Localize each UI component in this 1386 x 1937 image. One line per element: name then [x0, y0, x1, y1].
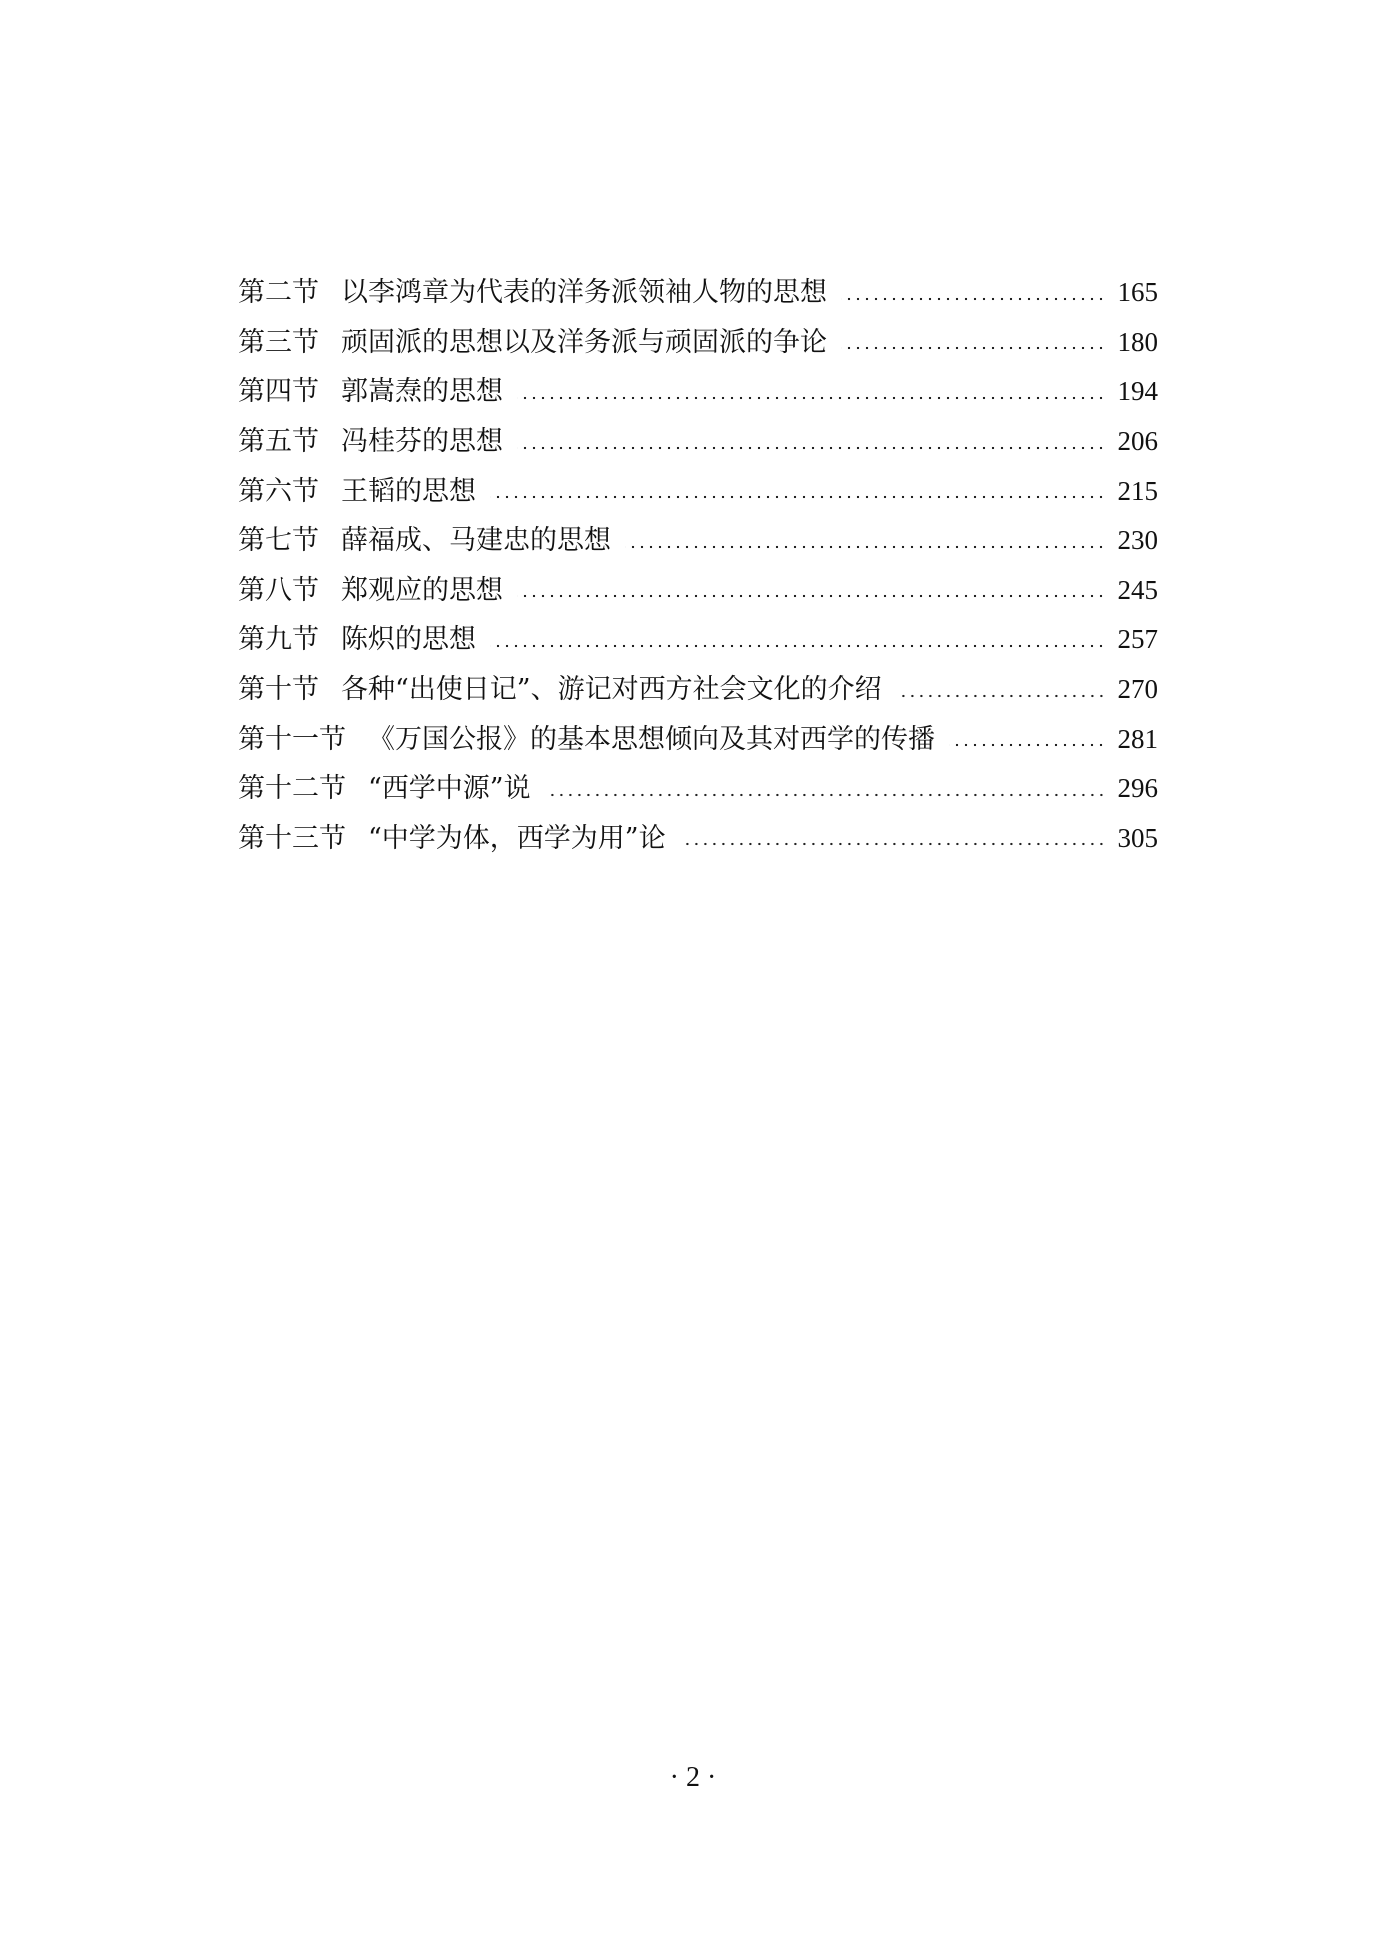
- toc-entry[interactable]: [238, 268, 1158, 318]
- section-title: 《万国公报》的基本思想倾向及其对西学的传播: [368, 723, 935, 755]
- page-number: 281: [1117, 723, 1158, 754]
- toc-entry[interactable]: [238, 714, 1158, 764]
- section-label: 第九节: [238, 624, 319, 656]
- section-label: 第六节: [238, 475, 319, 507]
- section-label: 第十一节: [238, 723, 346, 755]
- page-number: 245: [1117, 574, 1158, 605]
- dot-leader: [517, 393, 1106, 403]
- toc-entry[interactable]: [238, 318, 1158, 368]
- page-number: 296: [1117, 773, 1158, 804]
- toc-entry[interactable]: [238, 566, 1158, 616]
- dot-leader: [625, 542, 1106, 552]
- section-title: 郑观应的思想: [341, 574, 503, 606]
- page-number: 257: [1117, 624, 1158, 655]
- table-of-contents: [238, 268, 1158, 863]
- section-title: 各种“出使日记”、游记对西方社会文化的介绍: [341, 674, 882, 706]
- dot-leader: [949, 740, 1106, 750]
- toc-entry[interactable]: [238, 764, 1158, 814]
- dot-leader: [517, 591, 1106, 601]
- section-title: 冯桂芬的思想: [341, 426, 503, 458]
- section-title: 薛福成、马建忠的思想: [341, 525, 611, 557]
- section-label: 第三节: [238, 326, 319, 358]
- section-title: “中学为体，西学为用”论: [368, 822, 666, 854]
- page-number: 270: [1117, 674, 1158, 705]
- page-number: 194: [1117, 376, 1158, 407]
- dot-leader: [517, 443, 1106, 453]
- section-title: 郭嵩焘的思想: [341, 376, 503, 408]
- page-number: 206: [1117, 426, 1158, 457]
- dot-leader: [841, 294, 1106, 304]
- dot-leader: [490, 641, 1106, 651]
- toc-entry[interactable]: [238, 516, 1158, 566]
- section-label: 第七节: [238, 525, 319, 557]
- toc-entry[interactable]: [238, 367, 1158, 417]
- section-label: 第十二节: [238, 773, 346, 805]
- section-label: 第二节: [238, 277, 319, 309]
- page-number: 180: [1117, 326, 1158, 357]
- toc-entry[interactable]: [238, 466, 1158, 516]
- section-label: 第八节: [238, 574, 319, 606]
- toc-entry[interactable]: [238, 665, 1158, 715]
- page-number: 230: [1117, 525, 1158, 556]
- toc-entry[interactable]: [238, 417, 1158, 467]
- section-title: 陈炽的思想: [341, 624, 476, 656]
- section-title: 顽固派的思想以及洋务派与顽固派的争论: [341, 326, 827, 358]
- page-number: 305: [1117, 822, 1158, 853]
- section-label: 第五节: [238, 426, 319, 458]
- section-label: 第十三节: [238, 822, 346, 854]
- dot-leader: [680, 839, 1106, 849]
- section-title: 王韬的思想: [341, 475, 476, 507]
- page-number: 215: [1117, 475, 1158, 506]
- section-label: 第四节: [238, 376, 319, 408]
- dot-leader: [841, 343, 1106, 353]
- dot-leader: [545, 790, 1106, 800]
- toc-entry[interactable]: [238, 615, 1158, 665]
- page-number: 165: [1117, 277, 1158, 308]
- section-title: 以李鸿章为代表的洋务派领袖人物的思想: [341, 277, 827, 309]
- dot-leader: [896, 691, 1106, 701]
- section-label: 第十节: [238, 674, 319, 706]
- dot-leader: [490, 492, 1106, 502]
- section-title: “西学中源”说: [368, 773, 531, 805]
- page-folio: · 2 ·: [669, 1762, 717, 1793]
- toc-entry[interactable]: [238, 814, 1158, 864]
